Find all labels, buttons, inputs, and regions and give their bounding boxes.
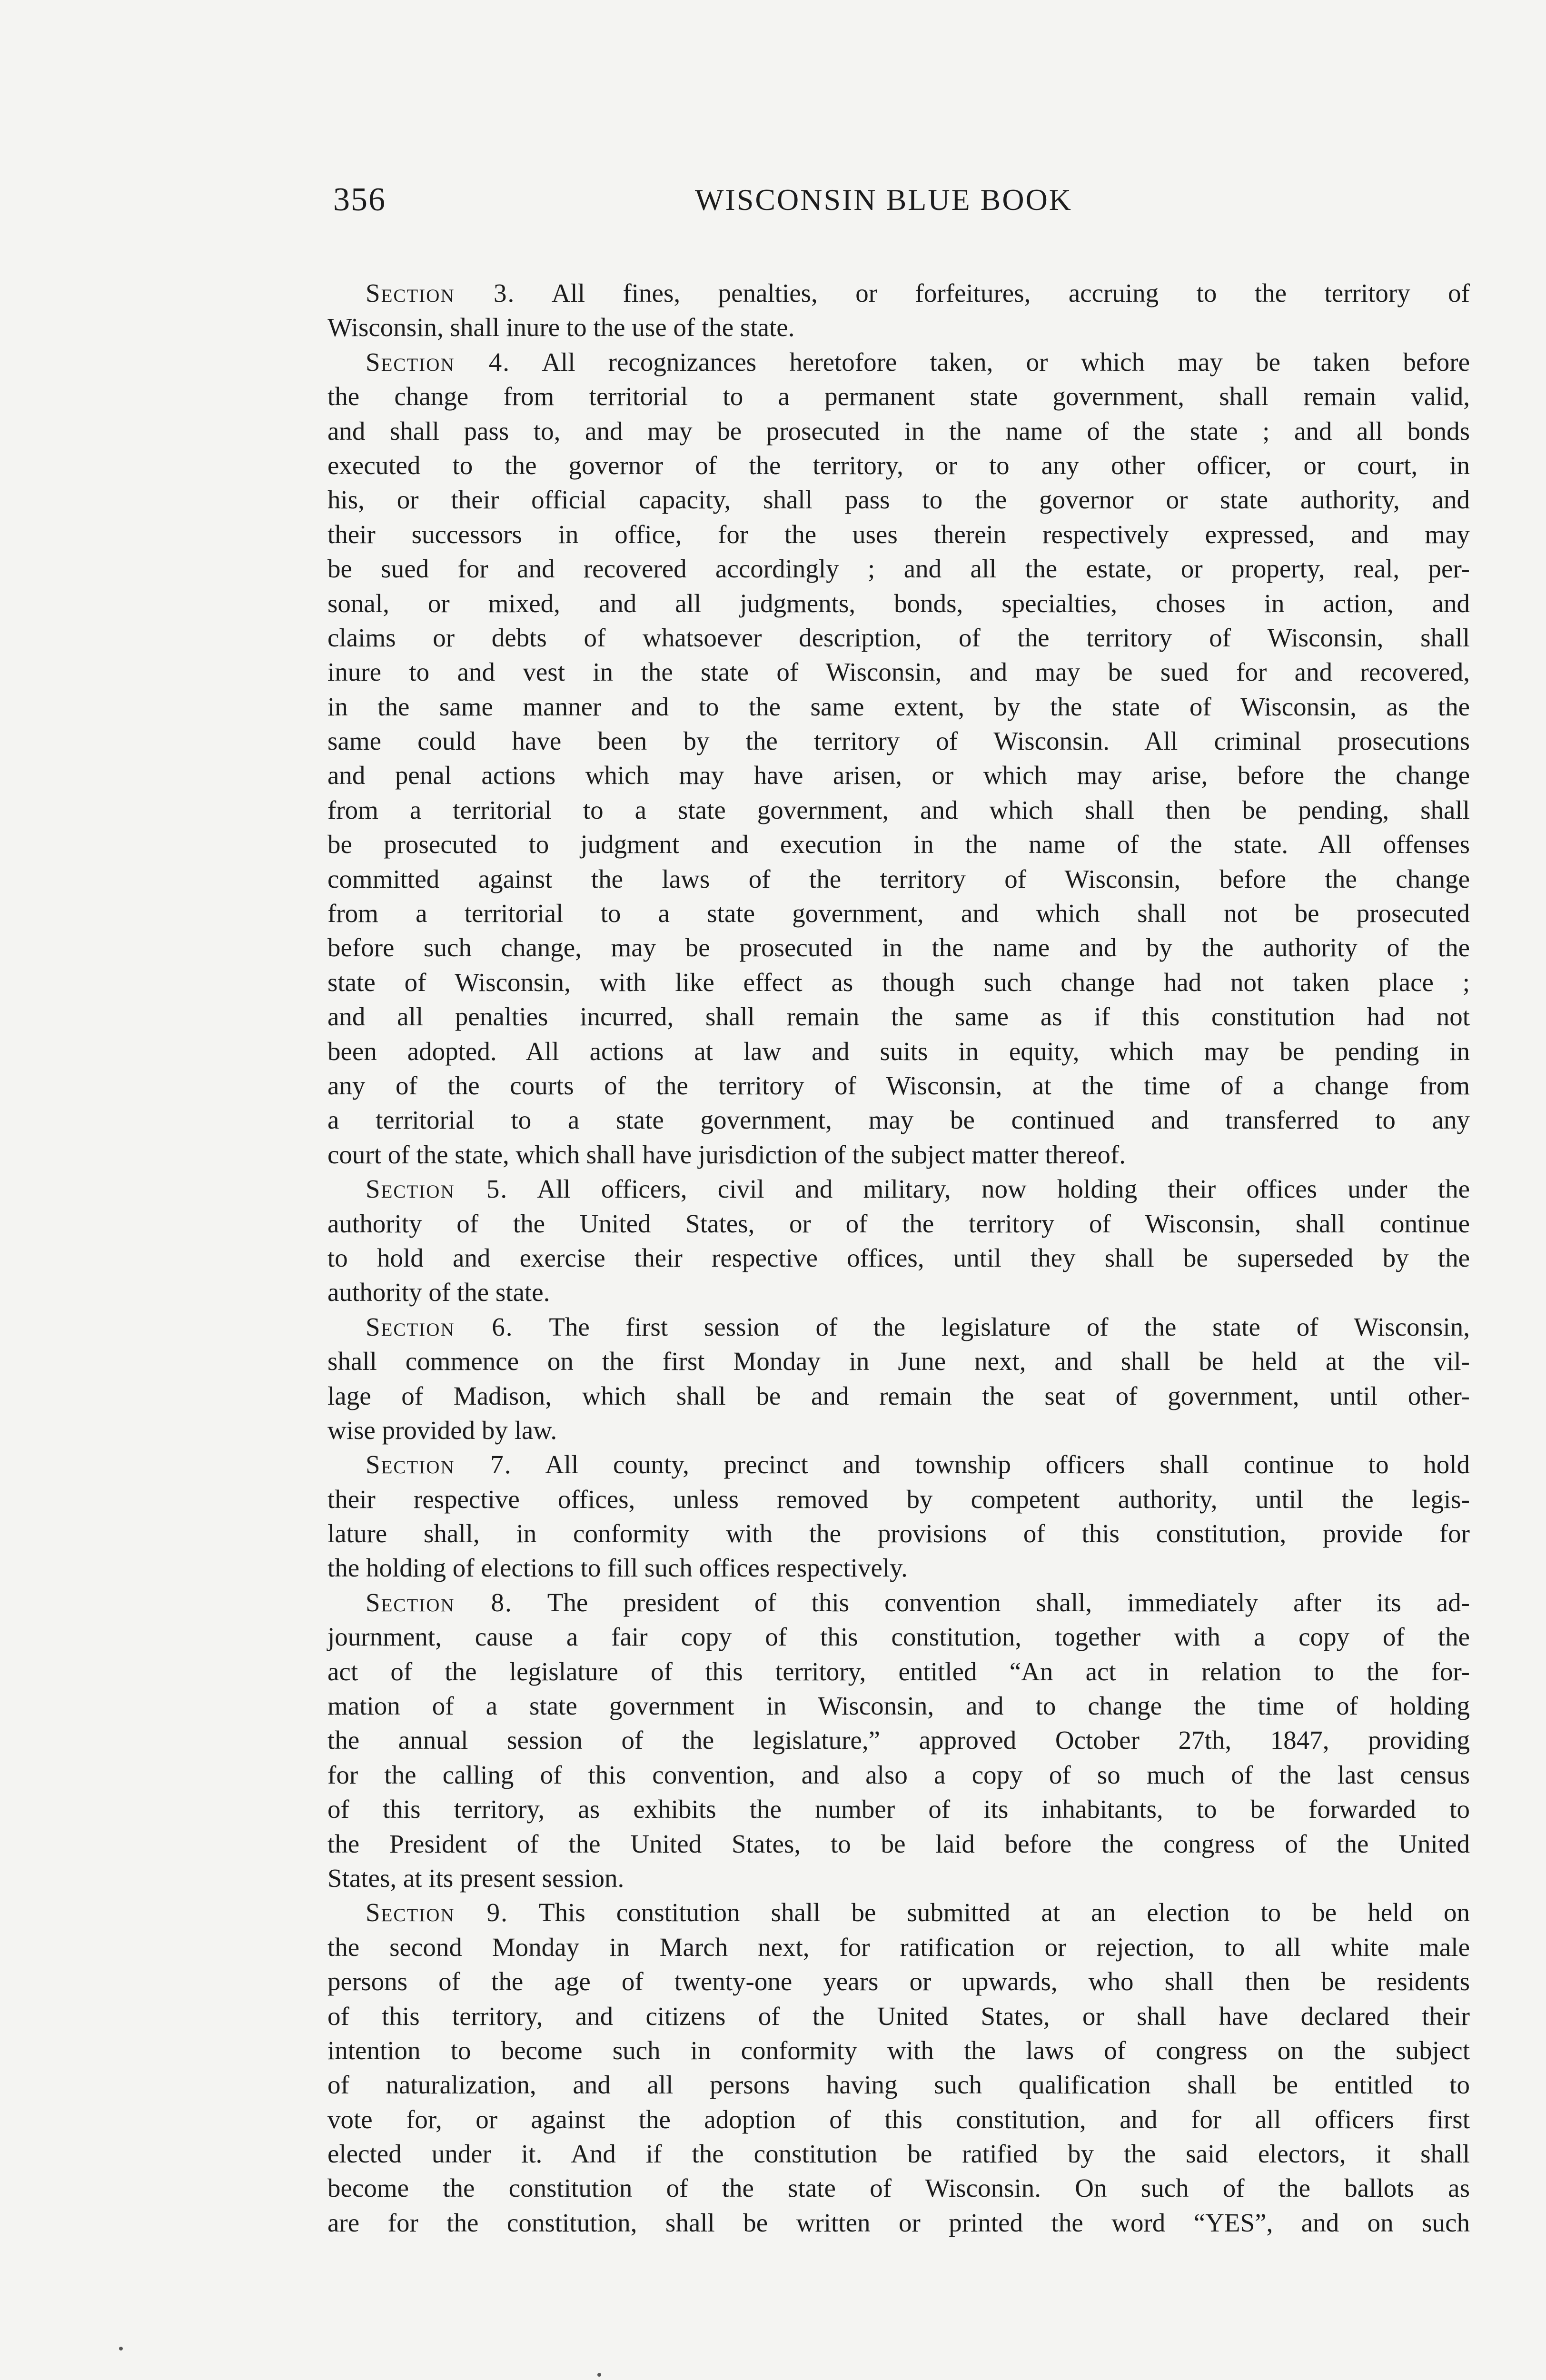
line-text: the President of the United States, to be laid before the congress of the United bbox=[327, 1829, 1470, 1858]
line-text: the change from territorial to a permanent state government, shall remain valid, bbox=[327, 382, 1470, 411]
text-line bbox=[327, 1413, 1470, 1448]
text-line bbox=[327, 1586, 1470, 1620]
text-line bbox=[327, 1964, 1470, 1999]
text-line bbox=[327, 276, 1470, 310]
text-line bbox=[327, 2171, 1470, 2205]
line-text: intention to become such in conformity with the laws of congress on the subject bbox=[327, 2035, 1470, 2065]
line-text: a territorial to a state government, may be continued and transferred to any bbox=[327, 1105, 1470, 1135]
text-line bbox=[327, 1551, 1470, 1585]
line-text: from a territorial to a state government, and which shall not be prosecuted bbox=[327, 899, 1470, 928]
line-text: This constitution shall be submitted at an election to be held on bbox=[508, 1898, 1470, 1927]
line-text: authority of the state. bbox=[327, 1278, 550, 1307]
section-label: Section 8. bbox=[366, 1587, 513, 1617]
line-text: vote for, or against the adoption of this constitution, and for all officers first bbox=[327, 2104, 1470, 2134]
text-line bbox=[327, 690, 1470, 724]
text-line bbox=[327, 1034, 1470, 1069]
line-text: claims or debts of whatsoever description, of the territory of Wisconsin, shall bbox=[327, 623, 1470, 652]
text-line bbox=[327, 793, 1470, 827]
line-text: sonal, or mixed, and all judgments, bonds, specialties, choses in action, and bbox=[327, 588, 1470, 618]
line-text: mation of a state government in Wisconsin, and to change the time of holding bbox=[327, 1691, 1470, 1721]
running-title: WISCONSIN BLUE BOOK bbox=[695, 183, 1072, 217]
text-line bbox=[327, 1275, 1470, 1309]
line-text: The first session of the legislature of the state of Wisconsin, bbox=[513, 1312, 1470, 1341]
line-text: lature shall, in conformity with the provisions of this constitution, provide for bbox=[327, 1519, 1470, 1548]
line-text: and all penalties incurred, shall remain the same as if this constitution had not bbox=[327, 1002, 1470, 1031]
text-line bbox=[327, 310, 1470, 345]
text-line bbox=[327, 655, 1470, 689]
text-line bbox=[327, 1207, 1470, 1241]
line-text: All fines, penalties, or forfeitures, accruing to the territory of bbox=[515, 278, 1470, 307]
line-text: court of the state, which shall have jurisdiction of the subject matter thereof. bbox=[327, 1140, 1126, 1169]
line-text: to hold and exercise their respective offices, until they shall be superseded by the bbox=[327, 1243, 1470, 1272]
line-text: in the same manner and to the same extent, by the state of Wisconsin, as the bbox=[327, 692, 1470, 721]
line-text: Wisconsin, shall inure to the use of the state. bbox=[327, 313, 795, 342]
line-text: the holding of elections to fill such offices respectively. bbox=[327, 1553, 908, 1583]
text-line bbox=[327, 896, 1470, 931]
line-text: been adopted. All actions at law and suits in equity, which may be pending in bbox=[327, 1036, 1470, 1066]
line-text: the annual session of the legislature,” approved October 27th, 1847, providing bbox=[327, 1726, 1470, 1755]
text-line bbox=[327, 1758, 1470, 1792]
text-line bbox=[327, 517, 1470, 552]
text-line bbox=[327, 1000, 1470, 1034]
section-label: Section 9. bbox=[366, 1898, 508, 1927]
text-line bbox=[327, 1310, 1470, 1344]
text-line bbox=[327, 1999, 1470, 2033]
line-text: any of the courts of the territory of Wisconsin, at the time of a change from bbox=[327, 1071, 1470, 1100]
section-label: Section 5. bbox=[366, 1174, 508, 1204]
text-line bbox=[327, 1723, 1470, 1757]
line-text: from a territorial to a state government, and which shall then be pending, shall bbox=[327, 795, 1470, 824]
line-text: persons of the age of twenty-one years or upwards, who shall then be residents bbox=[327, 1967, 1470, 1996]
text-line bbox=[327, 1930, 1470, 1964]
line-text: and penal actions which may have arisen, or which may arise, before the change bbox=[327, 761, 1470, 790]
scan-speck bbox=[119, 2347, 123, 2350]
line-text: All county, precinct and township officers shall continue to hold bbox=[512, 1450, 1470, 1479]
text-line bbox=[327, 724, 1470, 758]
text-line bbox=[327, 448, 1470, 483]
text-line bbox=[327, 2137, 1470, 2171]
text-line bbox=[327, 965, 1470, 1000]
text-line bbox=[327, 552, 1470, 586]
text-line bbox=[327, 379, 1470, 414]
text-line bbox=[327, 1689, 1470, 1723]
line-text: journment, cause a fair copy of this constitution, together with a copy of the bbox=[327, 1622, 1470, 1652]
line-text: wise provided by law. bbox=[327, 1415, 557, 1445]
text-line bbox=[327, 862, 1470, 896]
line-text: state of Wisconsin, with like effect as though such change had not taken place ; bbox=[327, 967, 1470, 997]
text-line bbox=[327, 827, 1470, 862]
line-text: his, or their official capacity, shall pass to the governor or state authority, and bbox=[327, 485, 1470, 515]
text-line bbox=[327, 1379, 1470, 1413]
line-text: The president of this convention shall, immediately after its ad- bbox=[512, 1587, 1470, 1617]
text-line bbox=[327, 758, 1470, 793]
line-text: the second Monday in March next, for ratification or rejection, to all white male bbox=[327, 1932, 1470, 1962]
line-text: be sued for and recovered accordingly ; and all the estate, or property, real, per- bbox=[327, 554, 1470, 584]
text-line bbox=[327, 1448, 1470, 1482]
text-line bbox=[327, 1792, 1470, 1826]
line-text: before such change, may be prosecuted in the name and by the authority of the bbox=[327, 933, 1470, 962]
text-line bbox=[327, 1517, 1470, 1551]
line-text: same could have been by the territory of Wisconsin. All criminal prosecutions bbox=[327, 726, 1470, 756]
text-line bbox=[327, 414, 1470, 448]
line-text: become the constitution of the state of Wisconsin. On such of the ballots as bbox=[327, 2173, 1470, 2203]
text-line bbox=[327, 2206, 1470, 2240]
section-label: Section 6. bbox=[366, 1312, 514, 1341]
text-line bbox=[327, 931, 1470, 965]
text-line bbox=[327, 1861, 1470, 1895]
line-text: committed against the laws of the territory of Wisconsin, before the change bbox=[327, 864, 1470, 893]
text-line bbox=[327, 1620, 1470, 1654]
text-line bbox=[327, 1655, 1470, 1689]
text-line bbox=[327, 1138, 1470, 1172]
text-line bbox=[327, 345, 1470, 379]
text-line bbox=[327, 586, 1470, 621]
section-label: Section 4. bbox=[366, 347, 511, 377]
text-line bbox=[327, 2033, 1470, 2068]
text-line bbox=[327, 1241, 1470, 1275]
line-text: of naturalization, and all persons having such qualification shall be entitled to bbox=[327, 2070, 1470, 2100]
line-text: their respective offices, unless removed by competent authority, until the legis- bbox=[327, 1484, 1470, 1514]
section-label: Section 3. bbox=[366, 278, 515, 307]
text-line bbox=[327, 483, 1470, 517]
line-text: be prosecuted to judgment and execution in the name of the state. All offenses bbox=[327, 830, 1470, 859]
line-text: shall commence on the first Monday in June next, and shall be held at the vil- bbox=[327, 1347, 1470, 1376]
line-text: for the calling of this convention, and also a copy of so much of the last census bbox=[327, 1760, 1470, 1789]
text-line bbox=[327, 621, 1470, 655]
text-line bbox=[327, 1895, 1470, 1930]
line-text: States, at its present session. bbox=[327, 1863, 624, 1893]
text-line bbox=[327, 1172, 1470, 1206]
line-text: lage of Madison, which shall be and remain the seat of government, until other- bbox=[327, 1381, 1470, 1410]
line-text: All recognizances heretofore taken, or which may be taken before bbox=[510, 347, 1470, 377]
line-text: act of the legislature of this territory, entitled “An act in relation to the for- bbox=[327, 1656, 1470, 1686]
text-line bbox=[327, 2068, 1470, 2102]
page-header bbox=[333, 176, 1476, 224]
page-number: 356 bbox=[333, 181, 386, 218]
line-text: are for the constitution, shall be written or printed the word “YES”, and on such bbox=[327, 2208, 1470, 2237]
line-text: executed to the governor of the territory, or to any other officer, or court, in bbox=[327, 450, 1470, 480]
line-text: authority of the United States, or of the territory of Wisconsin, shall continue bbox=[327, 1209, 1470, 1238]
line-text: and shall pass to, and may be prosecuted in the name of the state ; and all bonds bbox=[327, 416, 1470, 446]
body-text bbox=[327, 276, 1470, 2240]
scan-speck bbox=[597, 2373, 601, 2377]
text-line bbox=[327, 2102, 1470, 2137]
line-text: elected under it. And if the constitution be ratified by the said electors, it shall bbox=[327, 2139, 1470, 2169]
line-text: of this territory, as exhibits the number of its inhabitants, to be forwarded to bbox=[327, 1795, 1470, 1824]
text-line bbox=[327, 1103, 1470, 1137]
line-text: All officers, civil and military, now holding their offices under the bbox=[508, 1174, 1470, 1204]
text-line bbox=[327, 1482, 1470, 1517]
section-label: Section 7. bbox=[366, 1450, 512, 1479]
line-text: of this territory, and citizens of the United States, or shall have declared their bbox=[327, 2001, 1470, 2031]
line-text: their successors in office, for the uses therein respectively expressed, and may bbox=[327, 519, 1470, 549]
text-line bbox=[327, 1344, 1470, 1378]
text-line bbox=[327, 1069, 1470, 1103]
text-line bbox=[327, 1827, 1470, 1861]
line-text: inure to and vest in the state of Wisconsin, and may be sued for and recovered, bbox=[327, 657, 1470, 687]
